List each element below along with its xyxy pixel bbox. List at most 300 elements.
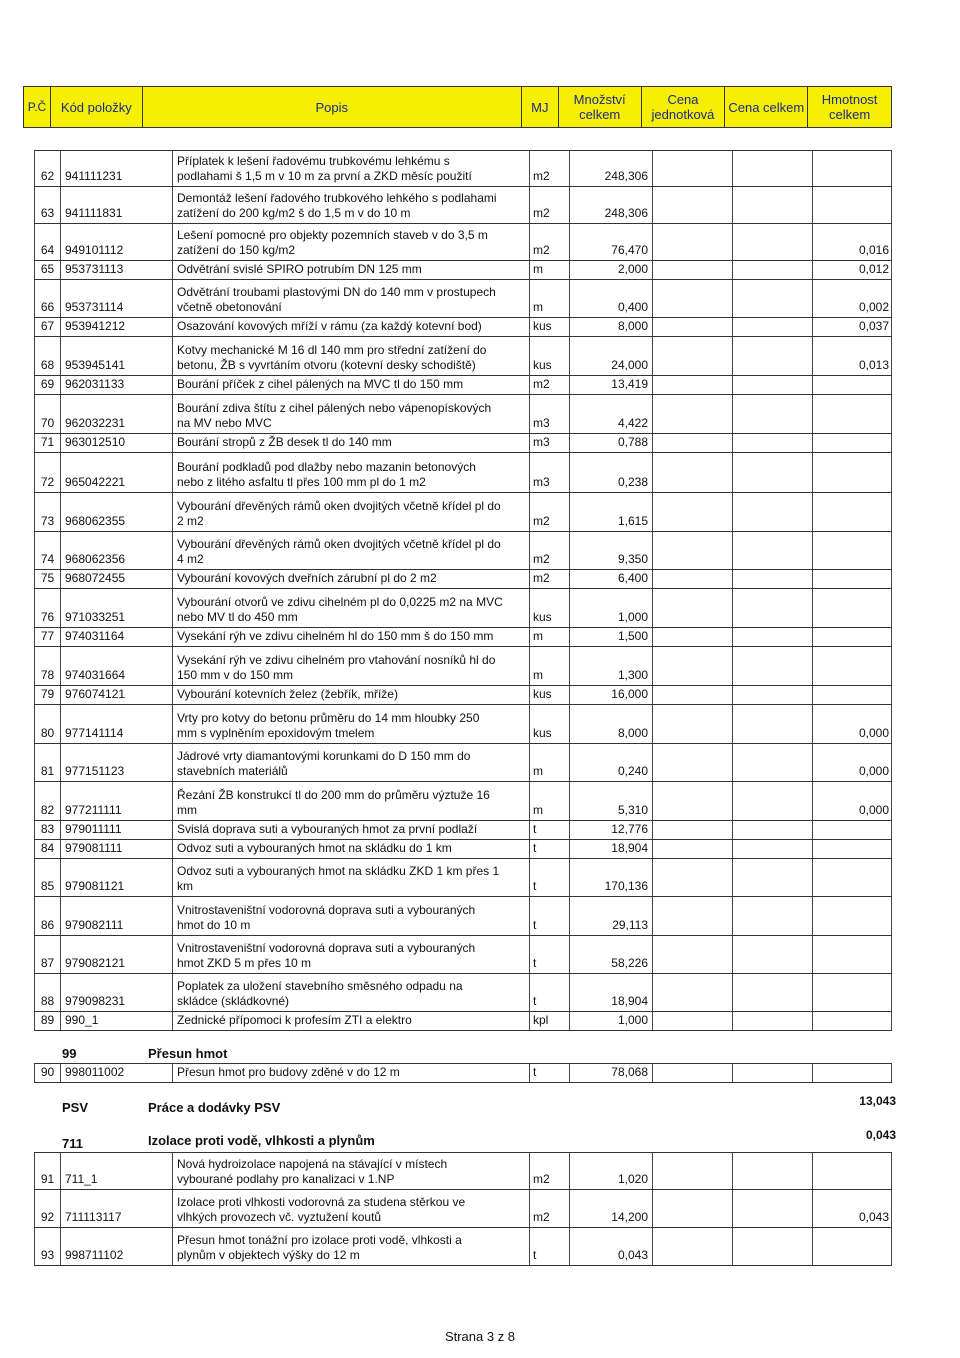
quantity: 58,226 <box>570 936 653 973</box>
quantity: 5,310 <box>570 782 653 820</box>
unit-price <box>653 337 733 375</box>
quantity: 0,240 <box>570 744 653 781</box>
item-description: Zednické přípomoci k profesím ZTI a elektro <box>173 1012 530 1030</box>
quantity: 0,043 <box>570 1228 653 1265</box>
table-row <box>34 705 892 744</box>
unit-price <box>653 744 733 781</box>
row-90-table <box>34 1063 892 1083</box>
unit-price <box>653 974 733 1011</box>
weight <box>813 1228 892 1265</box>
item-code: 976074121 <box>61 686 173 704</box>
row-number: 71 <box>34 434 61 452</box>
table-row <box>34 261 892 280</box>
table-row <box>34 1152 892 1190</box>
table-row <box>34 1190 892 1228</box>
total-price <box>733 434 813 452</box>
header-mj: MJ <box>522 87 559 127</box>
unit: m2 <box>530 224 570 260</box>
item-code: 963012510 <box>61 434 173 452</box>
row-number: 62 <box>34 151 61 186</box>
quantity: 76,470 <box>570 224 653 260</box>
total-price <box>733 570 813 588</box>
row-number: 83 <box>34 821 61 839</box>
item-code: 968072455 <box>61 570 173 588</box>
total-price <box>733 744 813 781</box>
quantity: 78,068 <box>570 1064 653 1082</box>
total-price <box>733 224 813 260</box>
section-code-99: 99 <box>62 1046 77 1061</box>
table-row <box>34 532 892 570</box>
weight: 0,013 <box>813 337 892 375</box>
unit: m2 <box>530 1190 570 1227</box>
total-price <box>733 897 813 935</box>
unit-price <box>653 821 733 839</box>
table-row <box>34 859 892 897</box>
item-code: 974031164 <box>61 628 173 646</box>
unit-price <box>653 1190 733 1227</box>
quantity: 1,500 <box>570 628 653 646</box>
item-code: 953731113 <box>61 261 173 279</box>
unit: m <box>530 261 570 279</box>
total-price <box>733 187 813 223</box>
item-description: Nová hydroizolace napojená na stávající v místech vybourané podlahy pro kanalizaci v 1.NP <box>173 1153 530 1189</box>
item-description: Příplatek k lešení řadovému trubkovému lehkému s podlahami š 1,5 m v 10 m za první a ZKD měsíc použití <box>173 151 530 186</box>
item-description: Odvětrání svislé SPIRO potrubím DN 125 mm <box>173 261 530 279</box>
quantity: 1,020 <box>570 1153 653 1189</box>
item-description: Bourání podkladů pod dlažby nebo mazanin betonových nebo z litého asfaltu tl přes 100 mm pl do 1 m2 <box>173 453 530 492</box>
item-code: 949101112 <box>61 224 173 260</box>
item-code: 979082121 <box>61 936 173 973</box>
quantity: 4,422 <box>570 395 653 433</box>
quantity: 0,400 <box>570 280 653 317</box>
weight <box>813 453 892 492</box>
total-price <box>733 1153 813 1189</box>
header-mnozstvi: Množství celkem <box>559 87 642 127</box>
item-description: Poplatek za uložení stavebního směsného odpadu na skládce (skládkovné) <box>173 974 530 1011</box>
row-number: 64 <box>34 224 61 260</box>
row-number: 75 <box>34 570 61 588</box>
quantity: 1,000 <box>570 589 653 627</box>
item-code: 941111231 <box>61 151 173 186</box>
psv-title: Práce a dodávky PSV <box>148 1100 281 1115</box>
unit-price <box>653 224 733 260</box>
unit: kpl <box>530 1012 570 1030</box>
unit-price <box>653 1228 733 1265</box>
total-price <box>733 840 813 858</box>
item-code: 974031664 <box>61 647 173 685</box>
unit: m2 <box>530 493 570 531</box>
row-number: 92 <box>34 1190 61 1227</box>
weight <box>813 1012 892 1030</box>
unit: m <box>530 628 570 646</box>
table-row <box>34 318 892 337</box>
unit-price <box>653 376 733 394</box>
unit: t <box>530 859 570 896</box>
table-row <box>34 589 892 628</box>
item-code: 979081111 <box>61 840 173 858</box>
weight <box>813 493 892 531</box>
row-number: 68 <box>34 337 61 375</box>
quantity: 1,000 <box>570 1012 653 1030</box>
table-row <box>34 570 892 589</box>
row-number: 70 <box>34 395 61 433</box>
weight: 0,037 <box>813 318 892 336</box>
weight: 0,012 <box>813 261 892 279</box>
quantity: 0,788 <box>570 434 653 452</box>
item-description: Demontáž lešení řadového trubkového lehkého s podlahami zatížení do 200 kg/m2 š do 1,5 m v do 10 m <box>173 187 530 223</box>
table-row <box>34 493 892 532</box>
row-number: 66 <box>34 280 61 317</box>
total-price <box>733 261 813 279</box>
page-footer: Strana 3 z 8 <box>444 1329 516 1344</box>
unit-price <box>653 318 733 336</box>
weight <box>813 1153 892 1189</box>
table-row <box>34 686 892 705</box>
item-description: Bourání stropů z ŽB desek tl do 140 mm <box>173 434 530 452</box>
unit: m <box>530 782 570 820</box>
unit-price <box>653 187 733 223</box>
unit-price <box>653 395 733 433</box>
quantity: 18,904 <box>570 840 653 858</box>
unit-price <box>653 936 733 973</box>
item-description: Vysekání rýh ve zdivu cihelném pro vtahování nosníků hl do 150 mm v do 150 mm <box>173 647 530 685</box>
total-price <box>733 1064 813 1082</box>
table-row <box>34 936 892 974</box>
item-code: 979011111 <box>61 821 173 839</box>
row-number: 79 <box>34 686 61 704</box>
weight: 0,016 <box>813 224 892 260</box>
unit: kus <box>530 589 570 627</box>
unit-price <box>653 151 733 186</box>
row-number: 77 <box>34 628 61 646</box>
header-kod: Kód položky <box>51 87 143 127</box>
row-number: 73 <box>34 493 61 531</box>
item-code: 977211111 <box>61 782 173 820</box>
total-price <box>733 1228 813 1265</box>
unit-price <box>653 859 733 896</box>
unit-price <box>653 686 733 704</box>
unit: m <box>530 647 570 685</box>
weight: 0,000 <box>813 705 892 743</box>
table-row <box>34 897 892 936</box>
unit-price <box>653 532 733 569</box>
table-row <box>34 821 892 840</box>
item-description: Vybourání dřevěných rámů oken dvojitých včetně křídel pl do 4 m2 <box>173 532 530 569</box>
item-description: Vnitrostaveništní vodorovná doprava suti a vybouraných hmot do 10 m <box>173 897 530 935</box>
quantity: 24,000 <box>570 337 653 375</box>
unit: t <box>530 1064 570 1082</box>
item-description: Odvoz suti a vybouraných hmot na skládku do 1 km <box>173 840 530 858</box>
unit-price <box>653 647 733 685</box>
quantity: 9,350 <box>570 532 653 569</box>
unit: m2 <box>530 1153 570 1189</box>
row-number: 84 <box>34 840 61 858</box>
unit: t <box>530 840 570 858</box>
section-title-711: Izolace proti vodě, vlhkosti a plynům <box>148 1133 375 1148</box>
quantity: 248,306 <box>570 187 653 223</box>
row-number: 82 <box>34 782 61 820</box>
table-row <box>34 453 892 493</box>
unit: m <box>530 280 570 317</box>
header-cena-jednotkova: Cena jednotková <box>642 87 726 127</box>
item-description: Vybourání kovových dveřních zárubní pl do 2 m2 <box>173 570 530 588</box>
total-price <box>733 493 813 531</box>
quantity: 29,113 <box>570 897 653 935</box>
unit: m2 <box>530 532 570 569</box>
weight <box>813 532 892 569</box>
section-711-table <box>34 1152 892 1266</box>
weight <box>813 859 892 896</box>
table-row <box>34 647 892 686</box>
unit: kus <box>530 337 570 375</box>
weight <box>813 628 892 646</box>
item-code: 711113117 <box>61 1190 173 1227</box>
quantity: 8,000 <box>570 318 653 336</box>
quantity: 12,776 <box>570 821 653 839</box>
unit-price <box>653 453 733 492</box>
total-price <box>733 686 813 704</box>
item-description: Řezání ŽB konstrukcí tl do 200 mm do průměru výztuže 16 mm <box>173 782 530 820</box>
weight <box>813 936 892 973</box>
total-price <box>733 782 813 820</box>
unit-price <box>653 589 733 627</box>
weight <box>813 1064 892 1082</box>
psv-code: PSV <box>62 1100 89 1115</box>
unit: t <box>530 974 570 1011</box>
total-price <box>733 628 813 646</box>
item-code: 977151123 <box>61 744 173 781</box>
weight <box>813 151 892 186</box>
weight <box>813 187 892 223</box>
unit: m2 <box>530 187 570 223</box>
item-description: Jádrové vrty diamantovými korunkami do D 150 mm do stavebních materiálů <box>173 744 530 781</box>
unit-price <box>653 840 733 858</box>
unit: m2 <box>530 570 570 588</box>
header-cena-celkem: Cena celkem <box>725 87 808 127</box>
quantity: 2,000 <box>570 261 653 279</box>
quantity: 170,136 <box>570 859 653 896</box>
total-price <box>733 859 813 896</box>
quantity: 6,400 <box>570 570 653 588</box>
total-price <box>733 705 813 743</box>
table-row <box>34 224 892 261</box>
item-code: 998711102 <box>61 1228 173 1265</box>
table-row <box>34 395 892 434</box>
unit-price <box>653 1064 733 1082</box>
total-price <box>733 453 813 492</box>
row-number: 80 <box>34 705 61 743</box>
row-number: 78 <box>34 647 61 685</box>
unit-price <box>653 434 733 452</box>
weight <box>813 897 892 935</box>
weight <box>813 376 892 394</box>
total-price <box>733 280 813 317</box>
table-row <box>34 187 892 224</box>
items-table <box>34 150 892 1031</box>
item-code: 711_1 <box>61 1153 173 1189</box>
row-number: 90 <box>34 1064 61 1082</box>
unit: m <box>530 744 570 781</box>
weight <box>813 974 892 1011</box>
item-description: Svislá doprava suti a vybouraných hmot za první podlaží <box>173 821 530 839</box>
table-row <box>34 337 892 376</box>
total-price <box>733 974 813 1011</box>
item-code: 953941212 <box>61 318 173 336</box>
quantity: 18,904 <box>570 974 653 1011</box>
unit: kus <box>530 705 570 743</box>
item-description: Osazování kovových mříží v rámu (za každý kotevní bod) <box>173 318 530 336</box>
unit: t <box>530 897 570 935</box>
table-row <box>34 1228 892 1266</box>
item-code: 990_1 <box>61 1012 173 1030</box>
quantity: 0,238 <box>570 453 653 492</box>
item-description: Izolace proti vlhkosti vodorovná za studena stěrkou ve vlhkých provozech vč. vyztužení koutů <box>173 1190 530 1227</box>
item-description: Přesun hmot pro budovy zděné v do 12 m <box>173 1064 530 1082</box>
unit: m3 <box>530 395 570 433</box>
unit-price <box>653 628 733 646</box>
item-code: 979081121 <box>61 859 173 896</box>
table-row <box>34 1063 892 1083</box>
row-number: 69 <box>34 376 61 394</box>
row-number: 65 <box>34 261 61 279</box>
total-price <box>733 532 813 569</box>
row-number: 85 <box>34 859 61 896</box>
unit: m3 <box>530 434 570 452</box>
item-code: 953945141 <box>61 337 173 375</box>
unit: t <box>530 936 570 973</box>
table-row <box>34 974 892 1012</box>
item-description: Lešení pomocné pro objekty pozemních staveb v do 3,5 m zatížení do 150 kg/m2 <box>173 224 530 260</box>
section-title-99: Přesun hmot <box>148 1046 228 1061</box>
row-number: 72 <box>34 453 61 492</box>
row-number: 93 <box>34 1228 61 1265</box>
row-number: 89 <box>34 1012 61 1030</box>
quantity: 1,300 <box>570 647 653 685</box>
item-code: 968062356 <box>61 532 173 569</box>
item-code: 953731114 <box>61 280 173 317</box>
item-description: Bourání příček z cihel pálených na MVC tl do 150 mm <box>173 376 530 394</box>
unit-price <box>653 1153 733 1189</box>
header-pc: P.Č <box>24 87 51 127</box>
unit: m3 <box>530 453 570 492</box>
row-number: 76 <box>34 589 61 627</box>
psv-hmotnost: 13,043 <box>859 1094 896 1108</box>
item-code: 962032231 <box>61 395 173 433</box>
total-price <box>733 395 813 433</box>
header-hmotnost: Hmotnost celkem <box>821 92 878 122</box>
unit: m2 <box>530 376 570 394</box>
weight <box>813 647 892 685</box>
total-price <box>733 1190 813 1227</box>
weight: 0,043 <box>813 1190 892 1227</box>
item-description: Odvoz suti a vybouraných hmot na skládku ZKD 1 km přes 1 km <box>173 859 530 896</box>
header-popis: Popis <box>143 87 522 127</box>
unit-price <box>653 782 733 820</box>
item-description: Přesun hmot tonážní pro izolace proti vodě, vlhkosti a plynům v objektech výšky do 12 m <box>173 1228 530 1265</box>
total-price <box>733 337 813 375</box>
weight: 0,000 <box>813 782 892 820</box>
total-price <box>733 1012 813 1030</box>
item-code: 941111831 <box>61 187 173 223</box>
item-code: 962031133 <box>61 376 173 394</box>
unit: t <box>530 821 570 839</box>
row-number: 87 <box>34 936 61 973</box>
unit: t <box>530 1228 570 1265</box>
item-description: Vrty pro kotvy do betonu průměru do 14 mm hloubky 250 mm s vyplněním epoxidovým tmelem <box>173 705 530 743</box>
table-row <box>34 1012 892 1031</box>
table-row <box>34 280 892 318</box>
table-header <box>23 86 892 128</box>
table-row <box>34 744 892 782</box>
unit-price <box>653 493 733 531</box>
weight <box>813 589 892 627</box>
quantity: 14,200 <box>570 1190 653 1227</box>
item-code: 977141114 <box>61 705 173 743</box>
item-description: Kotvy mechanické M 16 dl 140 mm pro střední zatížení do betonu, ŽB s vyvrtáním otvoru (kotevní desky schodiště) <box>173 337 530 375</box>
table-row <box>34 434 892 453</box>
unit-price <box>653 570 733 588</box>
unit-price <box>653 705 733 743</box>
weight <box>813 686 892 704</box>
item-code: 965042221 <box>61 453 173 492</box>
unit: m2 <box>530 151 570 186</box>
quantity: 13,419 <box>570 376 653 394</box>
item-description: Bourání zdiva štítu z cihel pálených nebo vápenopískových na MV nebo MVC <box>173 395 530 433</box>
total-price <box>733 589 813 627</box>
item-code: 979082111 <box>61 897 173 935</box>
total-price <box>733 151 813 186</box>
unit-price <box>653 261 733 279</box>
section-711-hmotnost: 0,043 <box>865 1128 896 1142</box>
item-description: Vybourání kotevních želez (žebřík, mříže) <box>173 686 530 704</box>
unit-price <box>653 280 733 317</box>
total-price <box>733 647 813 685</box>
quantity: 1,615 <box>570 493 653 531</box>
weight <box>813 840 892 858</box>
unit-price <box>653 1012 733 1030</box>
item-description: Vnitrostaveništní vodorovná doprava suti a vybouraných hmot ZKD 5 m přes 10 m <box>173 936 530 973</box>
quantity: 8,000 <box>570 705 653 743</box>
quantity: 248,306 <box>570 151 653 186</box>
total-price <box>733 318 813 336</box>
table-row <box>34 150 892 187</box>
weight: 0,000 <box>813 744 892 781</box>
item-code: 971033251 <box>61 589 173 627</box>
total-price <box>733 376 813 394</box>
item-description: Vybourání dřevěných rámů oken dvojitých včetně křídel pl do 2 m2 <box>173 493 530 531</box>
weight <box>813 395 892 433</box>
weight <box>813 570 892 588</box>
item-description: Odvětrání troubami plastovými DN do 140 mm v prostupech včetně obetonování <box>173 280 530 317</box>
row-number: 81 <box>34 744 61 781</box>
table-row <box>34 840 892 859</box>
unit: kus <box>530 686 570 704</box>
item-code: 968062355 <box>61 493 173 531</box>
row-number: 86 <box>34 897 61 935</box>
total-price <box>733 821 813 839</box>
row-number: 67 <box>34 318 61 336</box>
weight <box>813 821 892 839</box>
row-number: 74 <box>34 532 61 569</box>
weight: 0,002 <box>813 280 892 317</box>
item-code: 979098231 <box>61 974 173 1011</box>
table-row <box>34 628 892 647</box>
table-row <box>34 376 892 395</box>
row-number: 88 <box>34 974 61 1011</box>
item-code: 998011002 <box>61 1064 173 1082</box>
section-code-711: 711 <box>62 1136 83 1151</box>
weight <box>813 434 892 452</box>
